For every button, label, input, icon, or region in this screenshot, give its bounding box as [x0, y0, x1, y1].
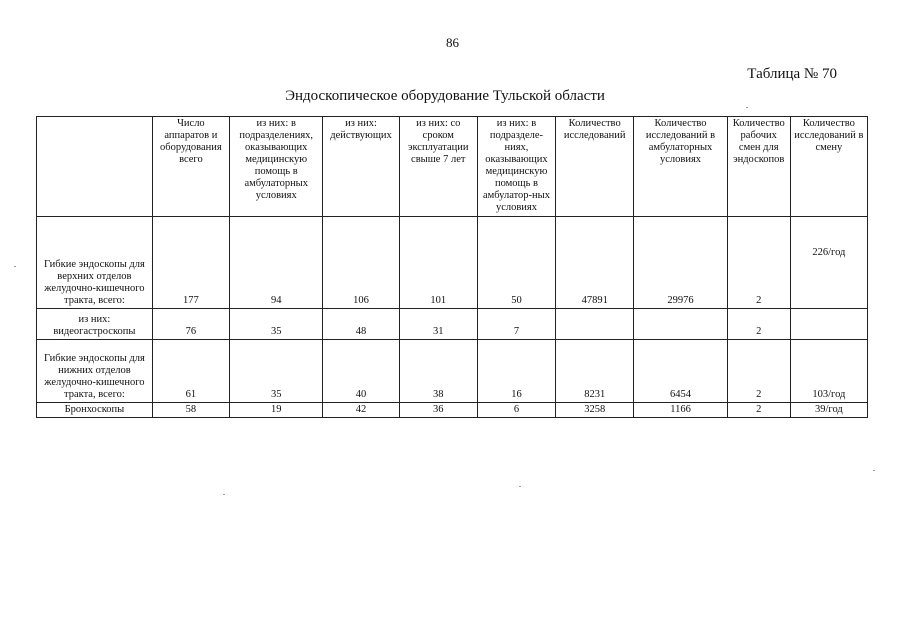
table-row — [37, 309, 868, 340]
table-cell: 38 — [399, 340, 477, 403]
table-header-row — [37, 117, 868, 217]
table-cell: 8231 — [556, 340, 634, 403]
table-label: Таблица № 70 — [747, 66, 837, 82]
row-label: из них: видеогастроскопы — [37, 309, 153, 340]
table-cell: 106 — [323, 217, 399, 309]
header-cell-over-7-ambulatory: из них: в подразделе-ниях, оказывающих медицинскую помощь в амбулатор-ных условиях — [477, 117, 555, 217]
row-label: Бронхоскопы — [37, 403, 153, 418]
table-cell: 6 — [477, 403, 555, 418]
header-cell-ambulatory: из них: в подразделениях, оказывающих медицинскую помощь в амбулаторных условиях — [230, 117, 323, 217]
header-cell-label — [37, 117, 153, 217]
row-label: Гибкие эндоскопы для нижних отделов желудочно-кишечного тракта, всего: — [37, 340, 153, 403]
table-cell: 16 — [477, 340, 555, 403]
scan-speck — [223, 494, 225, 495]
table-cell: 2 — [727, 340, 790, 403]
table-cell: 36 — [399, 403, 477, 418]
table-cell: 2 — [727, 309, 790, 340]
table-row — [37, 403, 868, 418]
page-number: 86 — [446, 35, 459, 50]
equipment-table — [36, 116, 868, 418]
table-cell: 48 — [323, 309, 399, 340]
table-cell: 50 — [477, 217, 555, 309]
table-cell: 226/год — [790, 217, 867, 309]
table-cell: 103/год — [790, 340, 867, 403]
table-cell: 61 — [152, 340, 229, 403]
table-cell: 29976 — [634, 217, 727, 309]
table-row — [37, 340, 868, 403]
table-row — [37, 217, 868, 309]
table-cell: 7 — [477, 309, 555, 340]
header-cell-total: Число аппаратов и оборудования всего — [152, 117, 229, 217]
document-title: Эндоскопическое оборудование Тульской области — [285, 88, 605, 104]
header-cell-studies-per-shift: Количество исследований в смену — [790, 117, 867, 217]
table-cell: 2 — [727, 217, 790, 309]
header-cell-ambulatory-studies: Количество исследований в амбулаторных условиях — [634, 117, 727, 217]
table-cell: 94 — [230, 217, 323, 309]
table-cell: 76 — [152, 309, 229, 340]
scan-speck — [14, 266, 16, 267]
table-cell: 6454 — [634, 340, 727, 403]
table-cell: 19 — [230, 403, 323, 418]
table-cell: 58 — [152, 403, 229, 418]
table-cell: 177 — [152, 217, 229, 309]
table-cell — [634, 309, 727, 340]
header-cell-shifts: Количество рабочих смен для эндоскопов — [727, 117, 790, 217]
header-cell-operating: из них: действующих — [323, 117, 399, 217]
table-cell: 3258 — [556, 403, 634, 418]
table-cell: 42 — [323, 403, 399, 418]
row-label: Гибкие эндоскопы для верхних отделов желудочно-кишечного тракта, всего: — [37, 217, 153, 309]
table-cell: 39/год — [790, 403, 867, 418]
table-cell: 35 — [230, 309, 323, 340]
table-cell: 101 — [399, 217, 477, 309]
table-cell: 47891 — [556, 217, 634, 309]
table-cell — [556, 309, 634, 340]
header-cell-over-7-years: из них: со сроком эксплуатации свыше 7 лет — [399, 117, 477, 217]
table-cell: 40 — [323, 340, 399, 403]
header-cell-studies: Количество исследований — [556, 117, 634, 217]
scan-speck — [746, 107, 748, 108]
table-cell — [790, 309, 867, 340]
scan-speck — [873, 470, 875, 471]
table-cell: 35 — [230, 340, 323, 403]
table-cell: 31 — [399, 309, 477, 340]
scan-speck — [519, 486, 521, 487]
table-cell: 1166 — [634, 403, 727, 418]
table-cell: 2 — [727, 403, 790, 418]
